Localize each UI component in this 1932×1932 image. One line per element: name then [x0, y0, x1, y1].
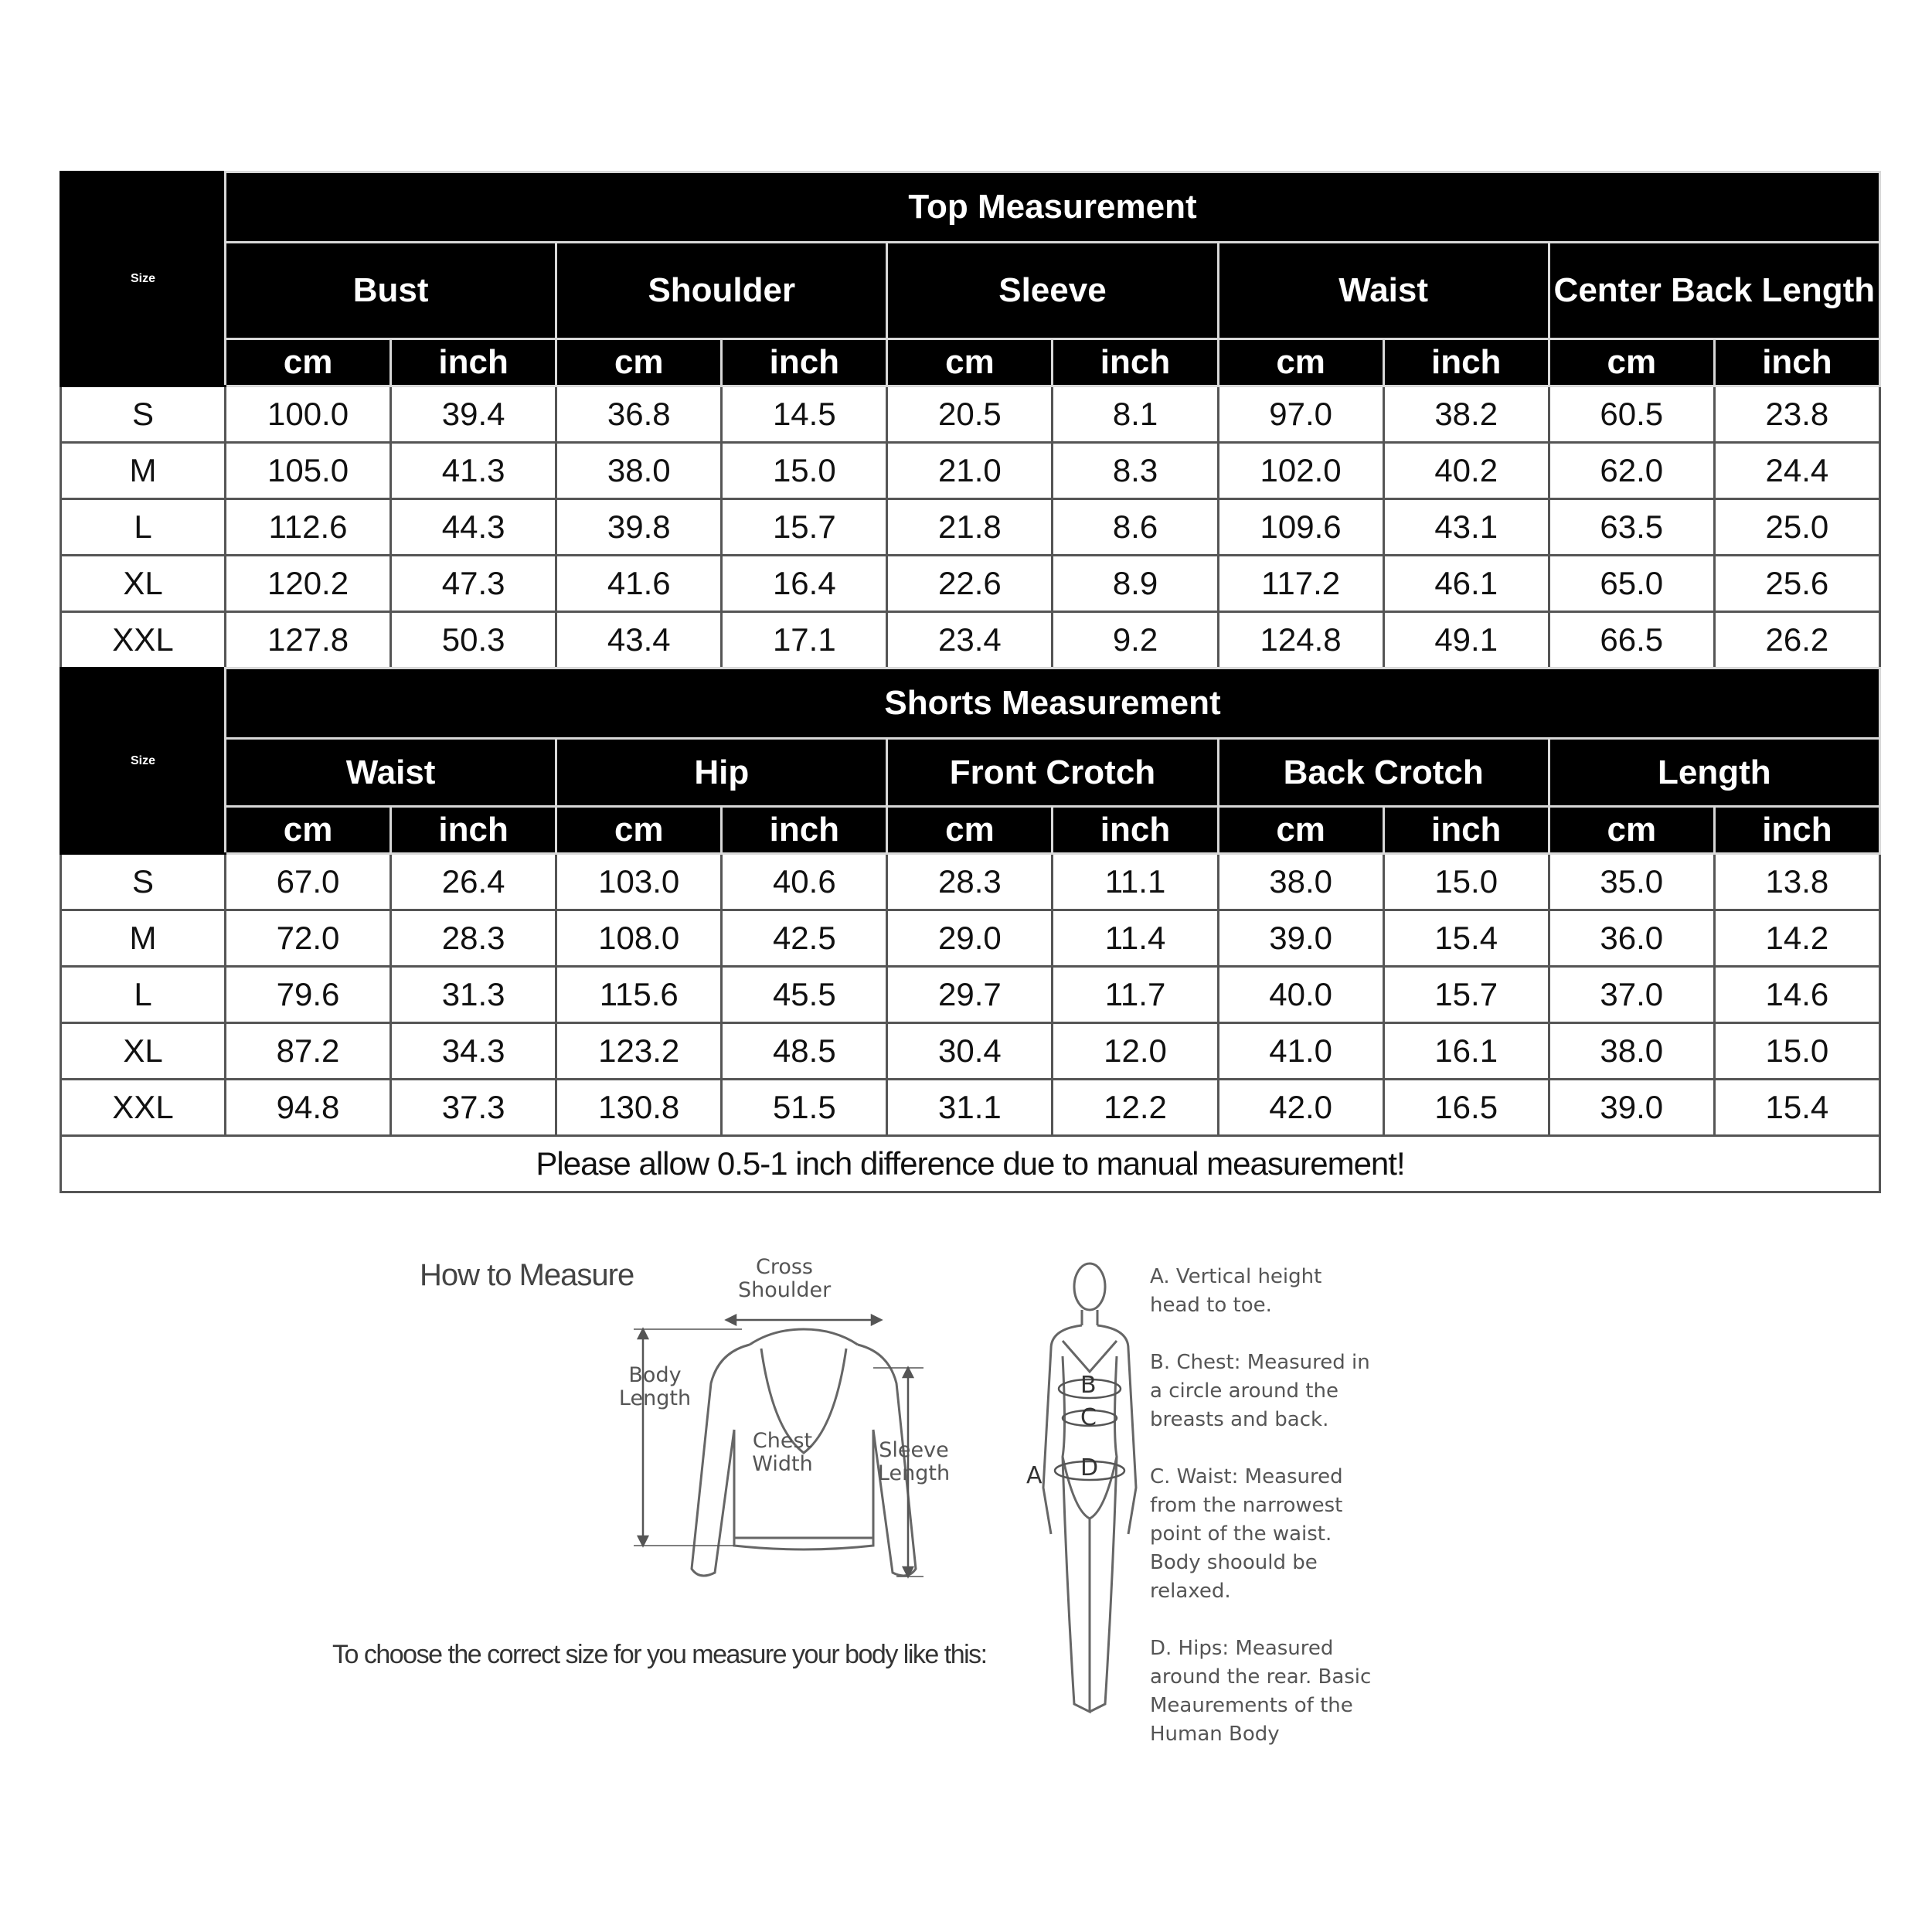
- value-cell: 41.0: [1218, 1023, 1383, 1080]
- unit-header: inch: [1714, 339, 1879, 386]
- value-cell: 108.0: [556, 910, 722, 967]
- value-cell: 15.0: [722, 443, 887, 499]
- size-cell: M: [61, 443, 226, 499]
- value-cell: 38.0: [556, 443, 722, 499]
- table-row: [61, 854, 1880, 910]
- table-title: Shorts Measurement: [226, 668, 1880, 739]
- value-cell: 45.5: [722, 967, 887, 1023]
- value-cell: 14.5: [722, 386, 887, 443]
- value-cell: 38.0: [1549, 1023, 1714, 1080]
- value-cell: 36.0: [1549, 910, 1714, 967]
- value-cell: 51.5: [722, 1080, 887, 1136]
- value-cell: 103.0: [556, 854, 722, 910]
- value-cell: 22.6: [887, 556, 1053, 612]
- value-cell: 23.4: [887, 612, 1053, 668]
- unit-header: cm: [1218, 807, 1383, 854]
- value-cell: 13.8: [1714, 854, 1879, 910]
- group-header: Hip: [556, 739, 887, 807]
- value-cell: 38.0: [1218, 854, 1383, 910]
- marker-c: C: [1080, 1404, 1097, 1431]
- value-cell: 16.5: [1383, 1080, 1549, 1136]
- value-cell: 127.8: [226, 612, 391, 668]
- value-cell: 21.8: [887, 499, 1053, 556]
- value-cell: 15.4: [1714, 1080, 1879, 1136]
- value-cell: 29.7: [887, 967, 1053, 1023]
- unit-header: inch: [722, 807, 887, 854]
- size-cell: XXL: [61, 612, 226, 668]
- size-header: Size: [61, 172, 226, 386]
- value-cell: 48.5: [722, 1023, 887, 1080]
- marker-a: A: [1026, 1462, 1043, 1489]
- unit-header: cm: [226, 339, 391, 386]
- value-cell: 115.6: [556, 967, 722, 1023]
- value-cell: 63.5: [1549, 499, 1714, 556]
- value-cell: 17.1: [722, 612, 887, 668]
- value-cell: 28.3: [887, 854, 1053, 910]
- value-cell: 37.0: [1549, 967, 1714, 1023]
- value-cell: 12.2: [1053, 1080, 1218, 1136]
- value-cell: 25.0: [1714, 499, 1879, 556]
- value-cell: 50.3: [391, 612, 556, 668]
- group-header: Waist: [226, 739, 556, 807]
- value-cell: 15.0: [1714, 1023, 1879, 1080]
- value-cell: 87.2: [226, 1023, 391, 1080]
- value-cell: 39.8: [556, 499, 722, 556]
- value-cell: 39.0: [1549, 1080, 1714, 1136]
- table-row: [61, 1023, 1880, 1080]
- value-cell: 15.7: [1383, 967, 1549, 1023]
- group-header: Center Back Length: [1549, 243, 1879, 339]
- group-header: Sleeve: [887, 243, 1218, 339]
- value-cell: 35.0: [1549, 854, 1714, 910]
- value-cell: 49.1: [1383, 612, 1549, 668]
- value-cell: 8.3: [1053, 443, 1218, 499]
- value-cell: 31.3: [391, 967, 556, 1023]
- value-cell: 29.0: [887, 910, 1053, 967]
- value-cell: 79.6: [226, 967, 391, 1023]
- value-cell: 41.6: [556, 556, 722, 612]
- value-cell: 65.0: [1549, 556, 1714, 612]
- value-cell: 72.0: [226, 910, 391, 967]
- note-b: B. Chest: Measured in a circle around the breasts and back.: [1150, 1351, 1370, 1431]
- value-cell: 37.3: [391, 1080, 556, 1136]
- size-header: Size: [61, 668, 226, 854]
- value-cell: 40.6: [722, 854, 887, 910]
- value-cell: 11.1: [1053, 854, 1218, 910]
- value-cell: 30.4: [887, 1023, 1053, 1080]
- value-cell: 15.0: [1383, 854, 1549, 910]
- value-cell: 60.5: [1549, 386, 1714, 443]
- value-cell: 100.0: [226, 386, 391, 443]
- value-cell: 44.3: [391, 499, 556, 556]
- unit-header: cm: [556, 807, 722, 854]
- table-row: [61, 910, 1880, 967]
- sleeve-length-label: Sleeve Length: [877, 1438, 951, 1485]
- value-cell: 20.5: [887, 386, 1053, 443]
- value-cell: 130.8: [556, 1080, 722, 1136]
- value-cell: 8.1: [1053, 386, 1218, 443]
- value-cell: 16.4: [722, 556, 887, 612]
- value-cell: 97.0: [1218, 386, 1383, 443]
- body-length-label: Body Length: [618, 1363, 692, 1410]
- table-row: [61, 1080, 1880, 1136]
- value-cell: 26.2: [1714, 612, 1879, 668]
- unit-header: cm: [1218, 339, 1383, 386]
- value-cell: 23.8: [1714, 386, 1879, 443]
- value-cell: 21.0: [887, 443, 1053, 499]
- marker-d: D: [1080, 1454, 1099, 1481]
- table-row: [61, 443, 1880, 499]
- measurement-note: Please allow 0.5-1 inch difference due to manual measurement!: [61, 1136, 1880, 1192]
- value-cell: 15.4: [1383, 910, 1549, 967]
- value-cell: 12.0: [1053, 1023, 1218, 1080]
- size-cell: S: [61, 854, 226, 910]
- value-cell: 28.3: [391, 910, 556, 967]
- value-cell: 62.0: [1549, 443, 1714, 499]
- unit-header: inch: [1383, 807, 1549, 854]
- value-cell: 38.2: [1383, 386, 1549, 443]
- note-c: C. Waist: Measured from the narrowest point of the waist. Body shoould be relaxed.: [1150, 1465, 1343, 1603]
- value-cell: 26.4: [391, 854, 556, 910]
- value-cell: 15.7: [722, 499, 887, 556]
- value-cell: 14.6: [1714, 967, 1879, 1023]
- value-cell: 40.2: [1383, 443, 1549, 499]
- value-cell: 42.0: [1218, 1080, 1383, 1136]
- size-cell: L: [61, 967, 226, 1023]
- note-a: A. Vertical height head to toe.: [1150, 1265, 1322, 1317]
- table-title: Top Measurement: [226, 172, 1880, 243]
- value-cell: 67.0: [226, 854, 391, 910]
- shorts-measurement-table: [60, 667, 1881, 1193]
- group-header: Front Crotch: [887, 739, 1218, 807]
- unit-header: inch: [722, 339, 887, 386]
- value-cell: 120.2: [226, 556, 391, 612]
- value-cell: 105.0: [226, 443, 391, 499]
- value-cell: 123.2: [556, 1023, 722, 1080]
- unit-header: inch: [1714, 807, 1879, 854]
- value-cell: 112.6: [226, 499, 391, 556]
- value-cell: 43.4: [556, 612, 722, 668]
- group-header: Bust: [226, 243, 556, 339]
- value-cell: 94.8: [226, 1080, 391, 1136]
- unit-header: cm: [226, 807, 391, 854]
- value-cell: 124.8: [1218, 612, 1383, 668]
- value-cell: 31.1: [887, 1080, 1053, 1136]
- table-row: [61, 499, 1880, 556]
- unit-header: cm: [1549, 807, 1714, 854]
- unit-header: inch: [1053, 339, 1218, 386]
- value-cell: 41.3: [391, 443, 556, 499]
- unit-header: inch: [391, 339, 556, 386]
- value-cell: 117.2: [1218, 556, 1383, 612]
- table-row: [61, 556, 1880, 612]
- group-header: Back Crotch: [1218, 739, 1549, 807]
- size-cell: L: [61, 499, 226, 556]
- unit-header: inch: [1053, 807, 1218, 854]
- value-cell: 36.8: [556, 386, 722, 443]
- value-cell: 34.3: [391, 1023, 556, 1080]
- size-cell: XXL: [61, 1080, 226, 1136]
- value-cell: 46.1: [1383, 556, 1549, 612]
- value-cell: 47.3: [391, 556, 556, 612]
- value-cell: 40.0: [1218, 967, 1383, 1023]
- note-d: D. Hips: Measured around the rear. Basic Meaurements of the Human Body: [1150, 1637, 1372, 1746]
- size-cell: M: [61, 910, 226, 967]
- table-row: [61, 386, 1880, 443]
- measure-instruction: To choose the correct size for you measure your body like this:: [332, 1640, 987, 1669]
- size-cell: XL: [61, 1023, 226, 1080]
- value-cell: 24.4: [1714, 443, 1879, 499]
- value-cell: 16.1: [1383, 1023, 1549, 1080]
- unit-header: cm: [1549, 339, 1714, 386]
- unit-header: inch: [391, 807, 556, 854]
- size-cell: S: [61, 386, 226, 443]
- table-row: [61, 967, 1880, 1023]
- value-cell: 11.7: [1053, 967, 1218, 1023]
- size-cell: XL: [61, 556, 226, 612]
- value-cell: 109.6: [1218, 499, 1383, 556]
- value-cell: 14.2: [1714, 910, 1879, 967]
- group-header: Waist: [1218, 243, 1549, 339]
- unit-header: inch: [1383, 339, 1549, 386]
- value-cell: 8.9: [1053, 556, 1218, 612]
- value-cell: 9.2: [1053, 612, 1218, 668]
- top-measurement-table: [60, 171, 1881, 669]
- group-header: Shoulder: [556, 243, 887, 339]
- value-cell: 43.1: [1383, 499, 1549, 556]
- chest-width-label: Chest Width: [752, 1429, 813, 1476]
- cross-shoulder-label: Cross Shoulder: [738, 1255, 832, 1302]
- value-cell: 11.4: [1053, 910, 1218, 967]
- value-cell: 102.0: [1218, 443, 1383, 499]
- value-cell: 39.0: [1218, 910, 1383, 967]
- unit-header: cm: [887, 807, 1053, 854]
- how-to-measure-title: How to Measure: [420, 1258, 634, 1292]
- value-cell: 25.6: [1714, 556, 1879, 612]
- value-cell: 66.5: [1549, 612, 1714, 668]
- unit-header: cm: [556, 339, 722, 386]
- value-cell: 42.5: [722, 910, 887, 967]
- value-cell: 39.4: [391, 386, 556, 443]
- group-header: Length: [1549, 739, 1879, 807]
- value-cell: 8.6: [1053, 499, 1218, 556]
- marker-b: B: [1080, 1372, 1097, 1399]
- table-row: [61, 612, 1880, 668]
- unit-header: cm: [887, 339, 1053, 386]
